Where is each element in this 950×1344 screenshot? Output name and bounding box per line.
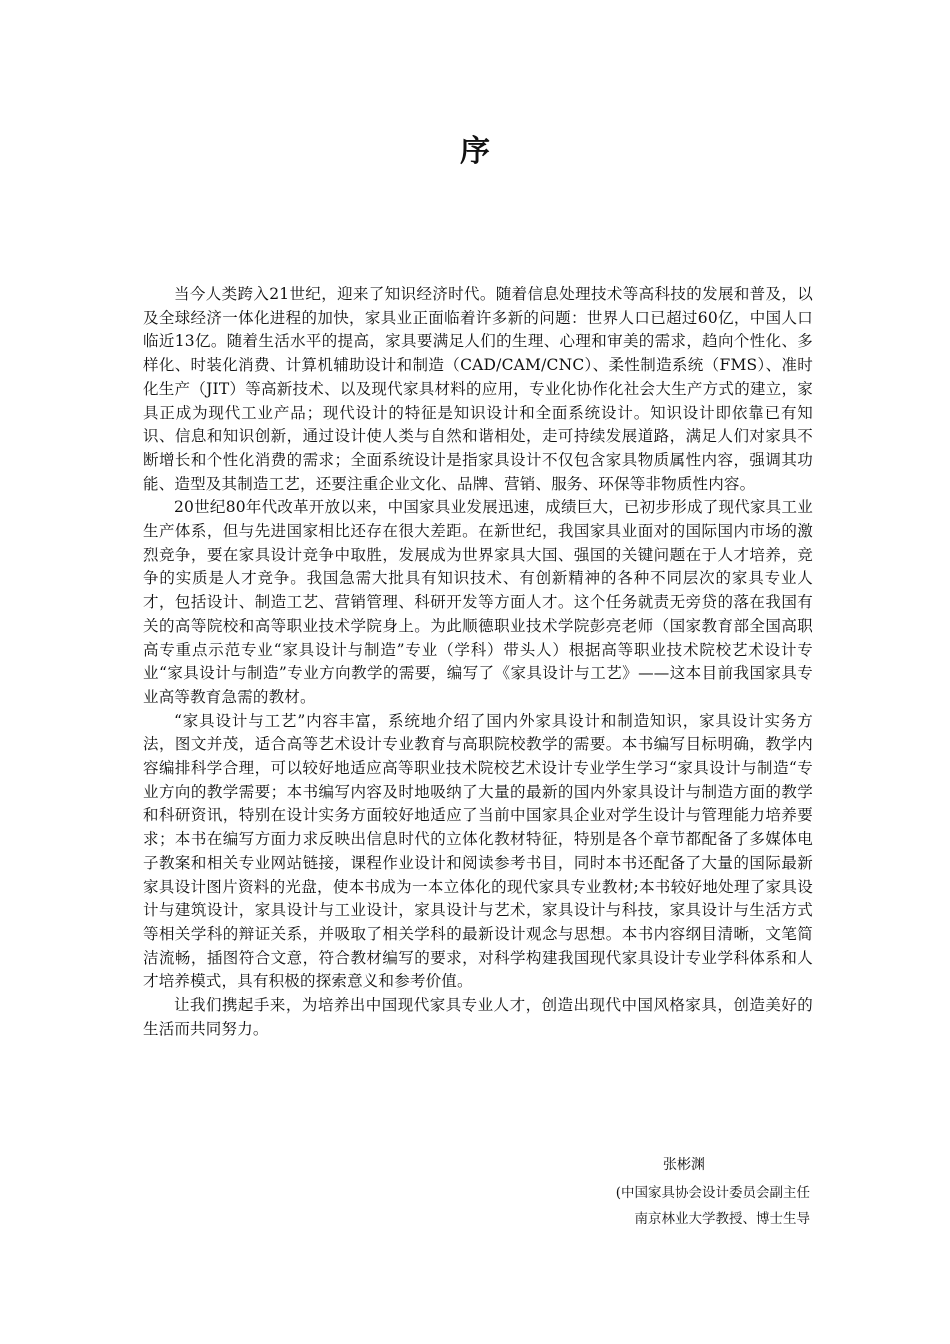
paragraph-1: 当今人类跨入21世纪，迎来了知识经济时代。随着信息处理技术等高科技的发展和普及，以及全球经济一体化进程的加快，家具业正面临着许多新的问题：世界人口已超过60亿，中国人口临近13亿。随着生活水平的提高，家具要满足人们的生理、心理和审美的需求，趋向个性化、多样化、时装化消费、计算机辅助设计和制造（CAD/CAM/CNC）、柔性制造系统（FMS）、准时化生产（JIT）等高新技术、以及现代家具材料的应用，专业化协作化社会大生产方式的建立，家具正成为现代工业产品；现代设计的特征是知识设计和全面系统设计。知识设计即依靠已有知识、信息和知识创新，通过设计使人类与自然和谐相处，走可持续发展道路，满足人们对家具不断增长和个性化消费的需求；全面系统设计是指家具设计不仅包含家具物质属性内容，强调其功能、造型及其制造工艺，还要注重企业文化、品牌、营销、服务、环保等非物质性内容。 <box>143 285 813 493</box>
preface-body <box>143 283 813 1042</box>
page-title: 序 <box>460 134 490 169</box>
signature-block <box>560 1154 810 1232</box>
paragraph-3: “家具设计与工艺”内容丰富，系统地介绍了国内外家具设计和制造知识，家具设计实务方法，图文并茂，适合高等艺术设计专业教育与高职院校教学的需要。本书编写目标明确，教学内容编排科学合理，可以较好地适应高等职业技术院校艺术设计专业学生学习“家具设计与制造“专业方向的教学需要；本书编写内容及时地吸纳了大量的最新的国内外家具设计与制造方面的教学和科研资讯，特别在设计实务方面较好地适应了当前中国家具企业对学生设计与管理能力培养要求；本书在编写方面力求反映出信息时代的立体化教材特征，特别是各个章节都配备了多媒体电子教案和相关专业网站链接，课程作业设计和阅读参考书目，同时本书还配备了大量的国际最新家具设计图片资料的光盘，使本书成为一本立体化的现代家具专业教材;本书较好地处理了家具设计与建筑设计，家具设计与工业设计，家具设计与艺术，家具设计与科技，家具设计与生活方式等相关学科的辩证关系，并吸取了相关学科的最新设计观念与思想。本书内容纲目清晰，文笔简洁流畅，插图符合文意，符合教材编写的要求，对科学构建我国现代家具设计专业学科体系和人才培养模式，具有积极的探索意义和参考价值。 <box>143 711 813 991</box>
paragraph-4: 让我们携起手来，为培养出中国现代家具专业人才，创造出现代中国风格家具，创造美好的生活而共同努力。 <box>143 996 813 1038</box>
author-title-line-1: (中国家具协会设计委员会副主任 <box>615 1185 810 1201</box>
paragraph-2: 20世纪80年代改革开放以来，中国家具业发展迅速，成绩巨大，已初步形成了现代家具工业生产体系，但与先进国家相比还存在很大差距。在新世纪，我国家具业面对的国际国内市场的激烈竞争，要在家具设计竞争中取胜，发展成为世界家具大国、强国的关键问题在于人才培养，竞争的实质是人才竞争。我国急需大批具有知识技术、有创新精神的各种不同层次的家具专业人才，包括设计、制造工艺、营销管理、科研开发等方面人才。这个任务就责无旁贷的落在我国有关的高等院校和高等职业技术学院身上。为此顺德职业技术学院彭亮老师（国家教育部全国高职高专重点示范专业“家具设计与制造”专业（学科）带头人）根据高等职业技术院校艺术设计专业“家具设计与制造”专业方向教学的需要，编写了《家具设计与工艺》——这本目前我国家具专业高等教育急需的教材。 <box>143 498 813 706</box>
author-title-line-2: 南京林业大学教授、博士生导 <box>634 1211 810 1227</box>
author-name: 张彬渊 <box>663 1157 705 1173</box>
